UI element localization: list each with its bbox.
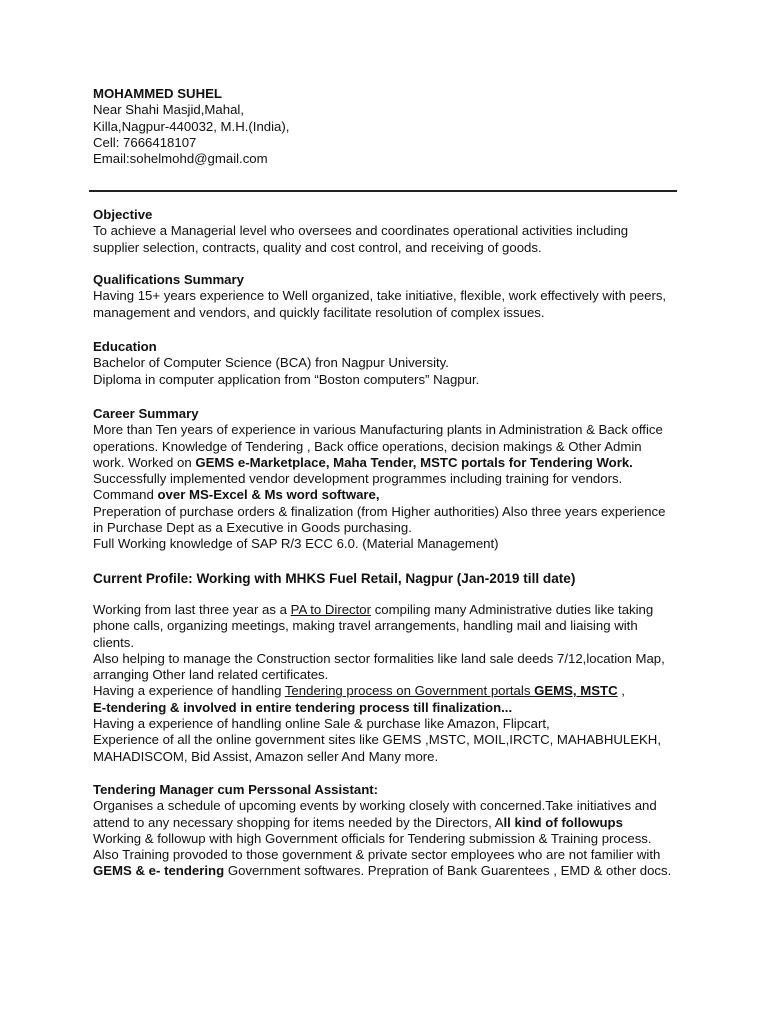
current-profile-section <box>93 571 683 587</box>
qualifications-section <box>93 272 683 321</box>
tendering-line: Also Training provoded to those government & private sector employees who are not familier with <box>93 847 661 863</box>
tendering-text: attend to any necessary shopping for items needed by the Directors, A <box>93 814 504 830</box>
career-portals-bold: GEMS e-Marketplace, Maha Tender, MSTC portals for Tendering Work. <box>195 454 633 470</box>
current-text: Working from last three year as a <box>93 602 291 617</box>
qualifications-line: management and vendors, and quickly facilitate resolution of complex issues. <box>93 304 545 320</box>
current-line <box>93 602 683 618</box>
tendering-line: Organises a schedule of upcoming events by working closely with concerned.Take initiatives and <box>93 798 657 814</box>
current-profile-heading: Current Profile: Working with MHKS Fuel Retail, Nagpur (Jan-2019 till date) <box>93 571 576 586</box>
current-line-etendering: E-tendering & involved in entire tendering process till finalization... <box>93 699 513 715</box>
education-heading: Education <box>93 339 157 354</box>
current-text: compiling many Administrative duties like taking <box>371 602 654 617</box>
current-line: MAHADISCOM, Bid Assist, Amazon seller And Many more. <box>93 748 439 764</box>
current-line: clients. <box>93 634 135 650</box>
current-profile-body <box>93 602 683 765</box>
career-line: More than Ten years of experience in various Manufacturing plants in Administration & Back office <box>93 422 663 438</box>
current-text: Having a experience of handling <box>93 683 285 699</box>
objective-section <box>93 207 683 256</box>
pa-to-director-underlined: PA to Director <box>290 602 372 617</box>
current-line: Having a experience of handling online Sale & purchase like Amazon, Flipcart, <box>93 716 550 732</box>
cell-number: Cell: 7666418107 <box>93 134 197 150</box>
qualifications-line: Having 15+ years experience to Well organized, take initiative, flexible, work effectively with peers, <box>93 288 667 304</box>
current-text: , <box>617 683 625 699</box>
current-line: Also helping to manage the Construction sector formalities like land sale deeds 7/12,location Map, <box>93 650 665 666</box>
career-software-bold: over MS-Excel & Ms word software, <box>157 487 380 503</box>
candidate-name: MOHAMMED SUHEL <box>93 86 222 101</box>
education-section <box>93 339 683 388</box>
career-line: in Purchase Dept as a Executive in Goods purchasing. <box>93 520 412 536</box>
current-line: phone calls, organizing meetings, making travel arrangements, handling mail and liaising with <box>93 618 638 634</box>
contact-block <box>93 86 683 167</box>
tendering-line: Working & followup with high Government officials for Tendering submission & Training process. <box>93 830 652 846</box>
tendering-heading: Tendering Manager cum Perssonal Assistant: <box>93 782 379 797</box>
followups-bold: ll kind of followups <box>503 814 623 830</box>
tendering-process-underlined: Tendering process on Government portals <box>284 683 535 699</box>
current-line <box>93 683 683 699</box>
career-line <box>93 455 683 471</box>
career-line <box>93 487 683 503</box>
tendering-text: Government softwares. Prepration of Bank Guarentees , EMD & other docs. <box>224 863 672 879</box>
gems-mstc-bold: GEMS, MSTC <box>534 683 618 699</box>
career-line: operations. Knowledge of Tendering , Back office operations, decision makings & Other Admin <box>93 438 642 454</box>
gems-etendering-bold: GEMS & e- tendering <box>93 863 225 879</box>
career-line: Full Working knowledge of SAP R/3 ECC 6.0. (Material Management) <box>93 536 499 552</box>
objective-line: supplier selection, contracts, quality and cost control, and receiving of goods. <box>93 239 542 255</box>
career-text: Command <box>93 487 158 503</box>
objective-line: To achieve a Managerial level who oversees and coordinates operational activities including <box>93 223 629 239</box>
career-heading: Career Summary <box>93 406 199 421</box>
career-line: Successfully implemented vendor development programmes including training for vendors. <box>93 471 623 487</box>
tendering-line <box>93 815 683 831</box>
email-address: Email:sohelmohd@gmail.com <box>93 151 268 167</box>
address-line-2: Killa,Nagpur-440032, M.H.(India), <box>93 118 290 134</box>
education-line: Diploma in computer application from “Boston computers” Nagpur. <box>93 371 480 387</box>
career-text: work. Worked on <box>93 454 196 470</box>
career-line: Preperation of purchase orders & finalization (from Higher authorities) Also three years experience <box>93 503 666 519</box>
career-section <box>93 406 683 553</box>
tendering-line <box>93 863 683 879</box>
header-divider <box>89 190 677 192</box>
education-line: Bachelor of Computer Science (BCA) fron Nagpur University. <box>93 355 449 371</box>
current-line: Experience of all the online government sites like GEMS ,MSTC, MOIL,IRCTC, MAHABHULEKH, <box>93 732 661 748</box>
objective-heading: Objective <box>93 207 153 222</box>
tendering-section <box>93 782 683 880</box>
qualifications-heading: Qualifications Summary <box>93 272 244 287</box>
address-line-1: Near Shahi Masjid,Mahal, <box>93 102 244 118</box>
current-line: arranging Other land related certificates. <box>93 667 329 683</box>
